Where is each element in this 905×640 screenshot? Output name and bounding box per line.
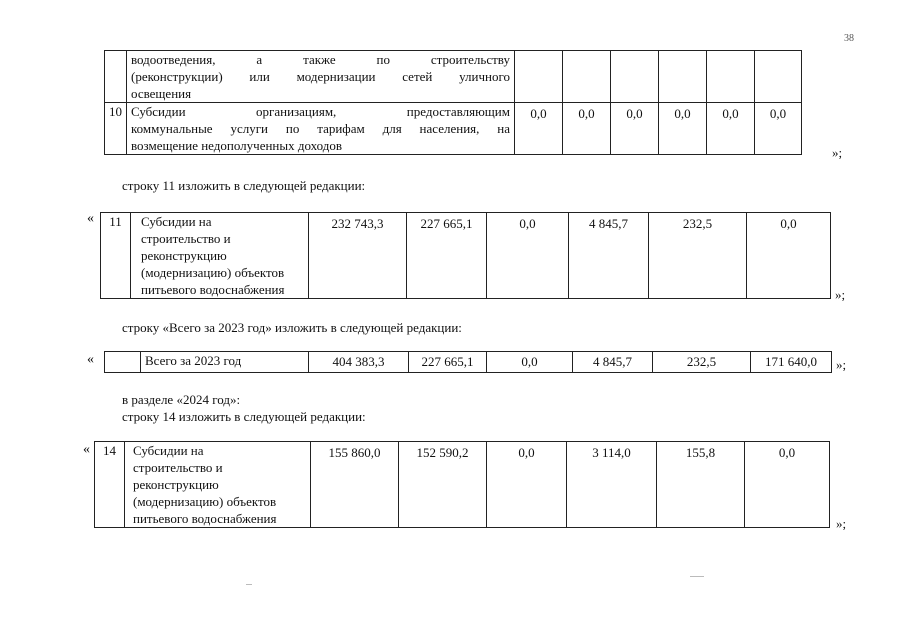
value-cell: 232,5 <box>649 213 747 299</box>
desc-line-1: Субсидии организациям, предоставляющим <box>131 104 510 119</box>
scan-artifact <box>690 576 704 577</box>
value-cell <box>611 51 659 103</box>
value-cell: 232 743,3 <box>309 213 407 299</box>
row-number: 14 <box>95 442 125 528</box>
value-cell: 155,8 <box>657 442 745 528</box>
scan-artifact <box>246 584 252 585</box>
instruction-row-14: строку 14 изложить в следующей редакции: <box>122 409 366 424</box>
value-cell: 0,0 <box>487 442 567 528</box>
table-row-continuation <box>105 51 802 103</box>
value-cell: 0,0 <box>707 103 755 155</box>
table-row-11-block <box>100 212 831 299</box>
row-number <box>105 352 141 373</box>
value-cell: 152 590,2 <box>399 442 487 528</box>
value-cell <box>515 51 563 103</box>
closing-quote: »; <box>836 516 847 531</box>
row-description <box>125 442 311 528</box>
desc-line-1: водоотведения, а также по строительству <box>131 52 510 67</box>
instruction-row-11: строку 11 изложить в следующей редакции: <box>122 178 366 193</box>
row-description: Всего за 2023 год <box>141 352 309 373</box>
desc-line-3: реконструкцию <box>141 248 227 263</box>
opening-quote: « <box>87 211 94 226</box>
row-number: 11 <box>101 213 131 299</box>
value-cell: 0,0 <box>659 103 707 155</box>
page-number: 38 <box>844 33 854 44</box>
row-description <box>131 213 309 299</box>
table-row-14-block <box>94 441 830 528</box>
opening-quote: « <box>83 442 90 457</box>
table-rows-cont-10 <box>104 50 802 155</box>
row-description <box>127 51 515 103</box>
desc-line-4: (модернизацию) объектов <box>141 265 285 280</box>
value-cell: 227 665,1 <box>407 213 487 299</box>
value-cell: 232,5 <box>653 352 751 373</box>
value-cell: 0,0 <box>487 352 573 373</box>
desc-line-2: (реконструкции) или модернизации сетей уличного <box>131 69 510 84</box>
desc-line-4: (модернизацию) объектов <box>133 494 277 509</box>
value-cell: 0,0 <box>747 213 831 299</box>
table-row-total <box>105 352 832 373</box>
desc-line-5: питьевого водоснабжения <box>133 511 277 526</box>
closing-quote: »; <box>832 145 843 160</box>
value-cell: 0,0 <box>487 213 569 299</box>
row-description <box>127 103 515 155</box>
value-cell: 404 383,3 <box>309 352 409 373</box>
value-cell: 4 845,7 <box>573 352 653 373</box>
table-row-10 <box>105 103 802 155</box>
closing-quote: »; <box>836 357 847 372</box>
desc-line-3: освещения <box>131 86 192 101</box>
table-row-11 <box>101 213 831 299</box>
desc-line-3: реконструкцию <box>133 477 219 492</box>
value-cell: 0,0 <box>755 103 802 155</box>
row-number: 10 <box>105 103 127 155</box>
value-cell: 0,0 <box>745 442 830 528</box>
value-cell: 0,0 <box>563 103 611 155</box>
closing-quote: »; <box>835 287 846 302</box>
value-cell: 171 640,0 <box>751 352 832 373</box>
value-cell <box>707 51 755 103</box>
value-cell <box>659 51 707 103</box>
value-cell: 0,0 <box>611 103 659 155</box>
value-cell: 3 114,0 <box>567 442 657 528</box>
table-row-14 <box>95 442 830 528</box>
row-number <box>105 51 127 103</box>
value-cell <box>755 51 802 103</box>
desc-line-2: строительство и <box>133 460 223 475</box>
desc-line-3: возмещение недополученных доходов <box>131 138 343 153</box>
value-cell: 155 860,0 <box>311 442 399 528</box>
table-total-block <box>104 351 832 373</box>
instruction-total-2023: строку «Всего за 2023 год» изложить в следующей редакции: <box>122 320 462 335</box>
desc-line-2: коммунальные услуги по тарифам для населения, на <box>131 121 510 136</box>
value-cell: 227 665,1 <box>409 352 487 373</box>
desc-line-1: Субсидии на <box>133 443 204 458</box>
value-cell <box>563 51 611 103</box>
value-cell: 0,0 <box>515 103 563 155</box>
desc-line-5: питьевого водоснабжения <box>141 282 285 297</box>
opening-quote: « <box>87 352 94 367</box>
desc-line-2: строительство и <box>141 231 231 246</box>
value-cell: 4 845,7 <box>569 213 649 299</box>
desc-line-1: Субсидии на <box>141 214 212 229</box>
section-2024-heading: в разделе «2024 год»: <box>122 392 241 407</box>
